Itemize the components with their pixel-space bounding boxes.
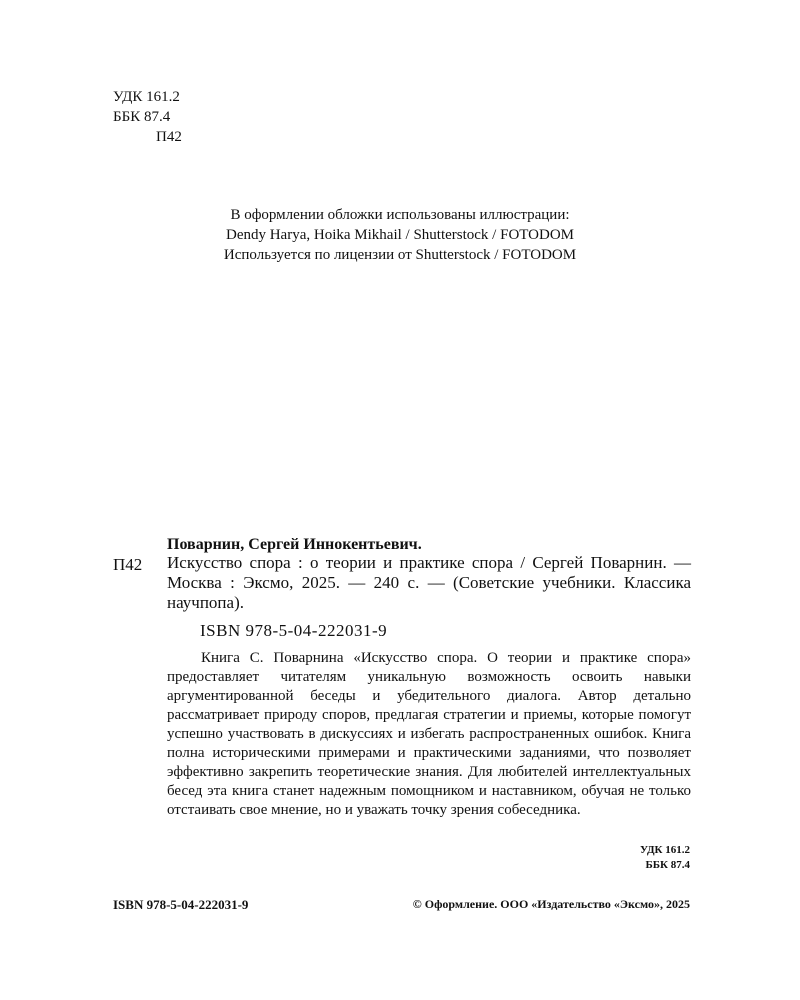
cover-credits [100, 205, 700, 265]
classification-codes [113, 87, 182, 147]
cutter-code: П42 [156, 129, 182, 145]
record-codes [640, 843, 690, 873]
record-bbk: ББК 87.4 [645, 859, 690, 871]
record-annotation: Книга С. Поварнина «Искусство спора. О теории и практике спора» предоставляет читателям уникальную возможность освоить навыки аргументированной беседы и убедительного диалога. Автор детально рассматривает природу споров, предлагая стратегии и приемы, которые помогут успешно участвовать в дискуссиях и избегать распространенных ошибок. Книга полна историческими примерами и практическими заданиями, что позволяет эффективно закрепить теоретические знания. Для любителей интеллектуальных бесед эта книга станет надежным помощником и наставником, обучая не только отстаивать свое мнение, но и уважать точку зрения собеседника. [167, 650, 691, 818]
record-cutter: П42 [113, 555, 143, 574]
udk-code: УДК 161.2 [113, 89, 180, 105]
cover-credits-line: Используется по лицензии от Shutterstock / FOTODOM [223, 247, 577, 263]
bbk-code: ББК 87.4 [113, 109, 171, 125]
footer-copyright: © Оформление. ООО «Издательство «Эксмо», 2025 [412, 897, 690, 911]
record-udk: УДК 161.2 [639, 844, 690, 856]
record-description: Искусство спора : о теории и практике спора / Сергей Поварнин. — Москва : Эксмо, 2025. — 240 с. — (Советские учебники. Классика научпопа). [167, 553, 691, 612]
record-author: Поварнин, Сергей Иннокентьевич. [167, 536, 422, 553]
footer-isbn: ISBN 978-5-04-222031-9 [113, 897, 249, 912]
cover-credits-line: В оформлении обложки использованы иллюстрации: [230, 207, 570, 223]
record-isbn: ISBN 978-5-04-222031-9 [200, 621, 388, 640]
cover-credits-line: Dendy Harya, Hoika Mikhail / Shutterstock / FOTODOM [225, 227, 575, 243]
